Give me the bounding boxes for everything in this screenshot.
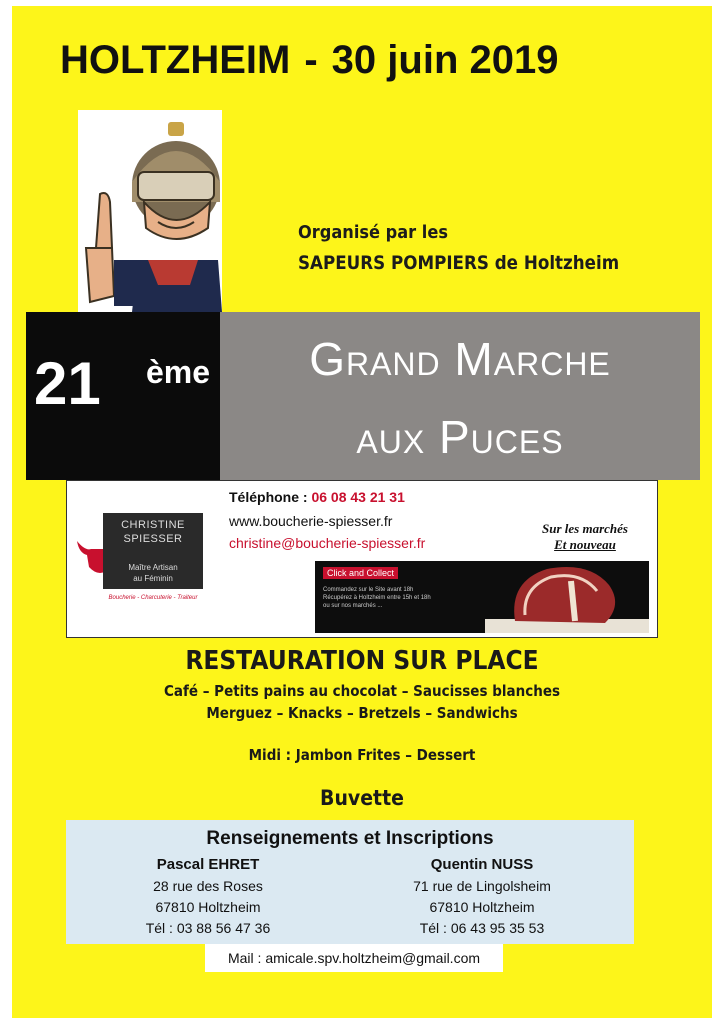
logo-name-1: CHRISTINE — [121, 519, 185, 531]
banner-line-2: aux Puces — [356, 411, 564, 463]
steak-image — [485, 561, 649, 633]
contact-phone: Tél : 03 88 56 47 36 — [145, 920, 271, 936]
banner-line-1: Grand Marche — [309, 333, 611, 385]
buvette-label: Buvette — [320, 786, 404, 810]
contact-email: Mail : amicale.spv.holtzheim@gmail.com — [205, 944, 503, 972]
organizer-line-2: SAPEURS POMPIERS de Holtzheim — [298, 252, 620, 274]
contact-city: 67810 Holtzheim — [429, 899, 535, 915]
restauration-line-1: Café – Petits pains au chocolat – Saucisses blanches — [163, 682, 561, 700]
contact-address: 71 rue de Lingolsheim — [413, 878, 551, 894]
contact-column-1 — [88, 854, 328, 939]
edition-suffix: ème — [146, 354, 211, 390]
organizer-line-1: Organisé par les — [298, 222, 448, 243]
contact-phone: Tél : 06 43 95 35 53 — [419, 920, 545, 936]
advert-email: christine@boucherie-spiesser.fr — [229, 535, 426, 551]
logo-name-2: SPIESSER — [123, 533, 183, 545]
butcher-advert — [66, 480, 658, 638]
contact-city: 67810 Holtzheim — [155, 899, 261, 915]
contact-heading: Renseignements et Inscriptions — [206, 828, 494, 849]
phone-number: 06 08 43 21 31 — [311, 489, 405, 505]
phone-label: Téléphone : — [229, 489, 308, 505]
restauration-title: RESTAURATION SUR PLACE — [185, 646, 539, 676]
contact-box — [66, 820, 634, 944]
logo-subtitle-1: Maître Artisan — [128, 563, 178, 572]
markets-line-2: Et nouveau — [554, 537, 616, 552]
click-and-collect-banner — [315, 561, 649, 633]
butcher-logo — [75, 513, 203, 603]
cc-title: Click and Collect — [323, 567, 398, 579]
logo-subtitle-2: au Féminin — [133, 574, 173, 583]
town-name: HOLTZHEIM — [60, 38, 291, 82]
event-date: 30 juin 2019 — [331, 38, 559, 82]
advert-website: www.boucherie-spiesser.fr — [229, 513, 393, 529]
edition-block — [26, 312, 220, 480]
title-separator: - — [304, 38, 318, 82]
event-title — [60, 38, 700, 83]
edition-number: 21 — [34, 350, 101, 417]
cc-line-2: Récupérez à Holtzheim entre 15h et 18h — [323, 595, 431, 601]
firefighter-mascot-image — [78, 110, 222, 312]
cc-line-1: Commandez sur le Site avant 18h — [323, 587, 414, 593]
contact-name: Quentin NUSS — [430, 856, 534, 873]
contact-name: Pascal EHRET — [156, 856, 260, 873]
markets-line-1: Sur les marchés — [542, 521, 628, 536]
restauration-line-3: Midi : Jambon Frites – Dessert — [248, 746, 476, 764]
advert-phone — [229, 489, 405, 505]
contact-address: 28 rue des Roses — [153, 878, 263, 894]
event-banner — [220, 312, 700, 480]
restauration-line-2: Merguez – Knacks – Bretzels – Sandwichs — [206, 704, 518, 722]
logo-tagline: Boucherie - Charcuterie - Traiteur — [108, 595, 198, 601]
contact-column-2 — [362, 854, 602, 939]
cc-line-3: ou sur nos marchés ... — [323, 603, 383, 609]
